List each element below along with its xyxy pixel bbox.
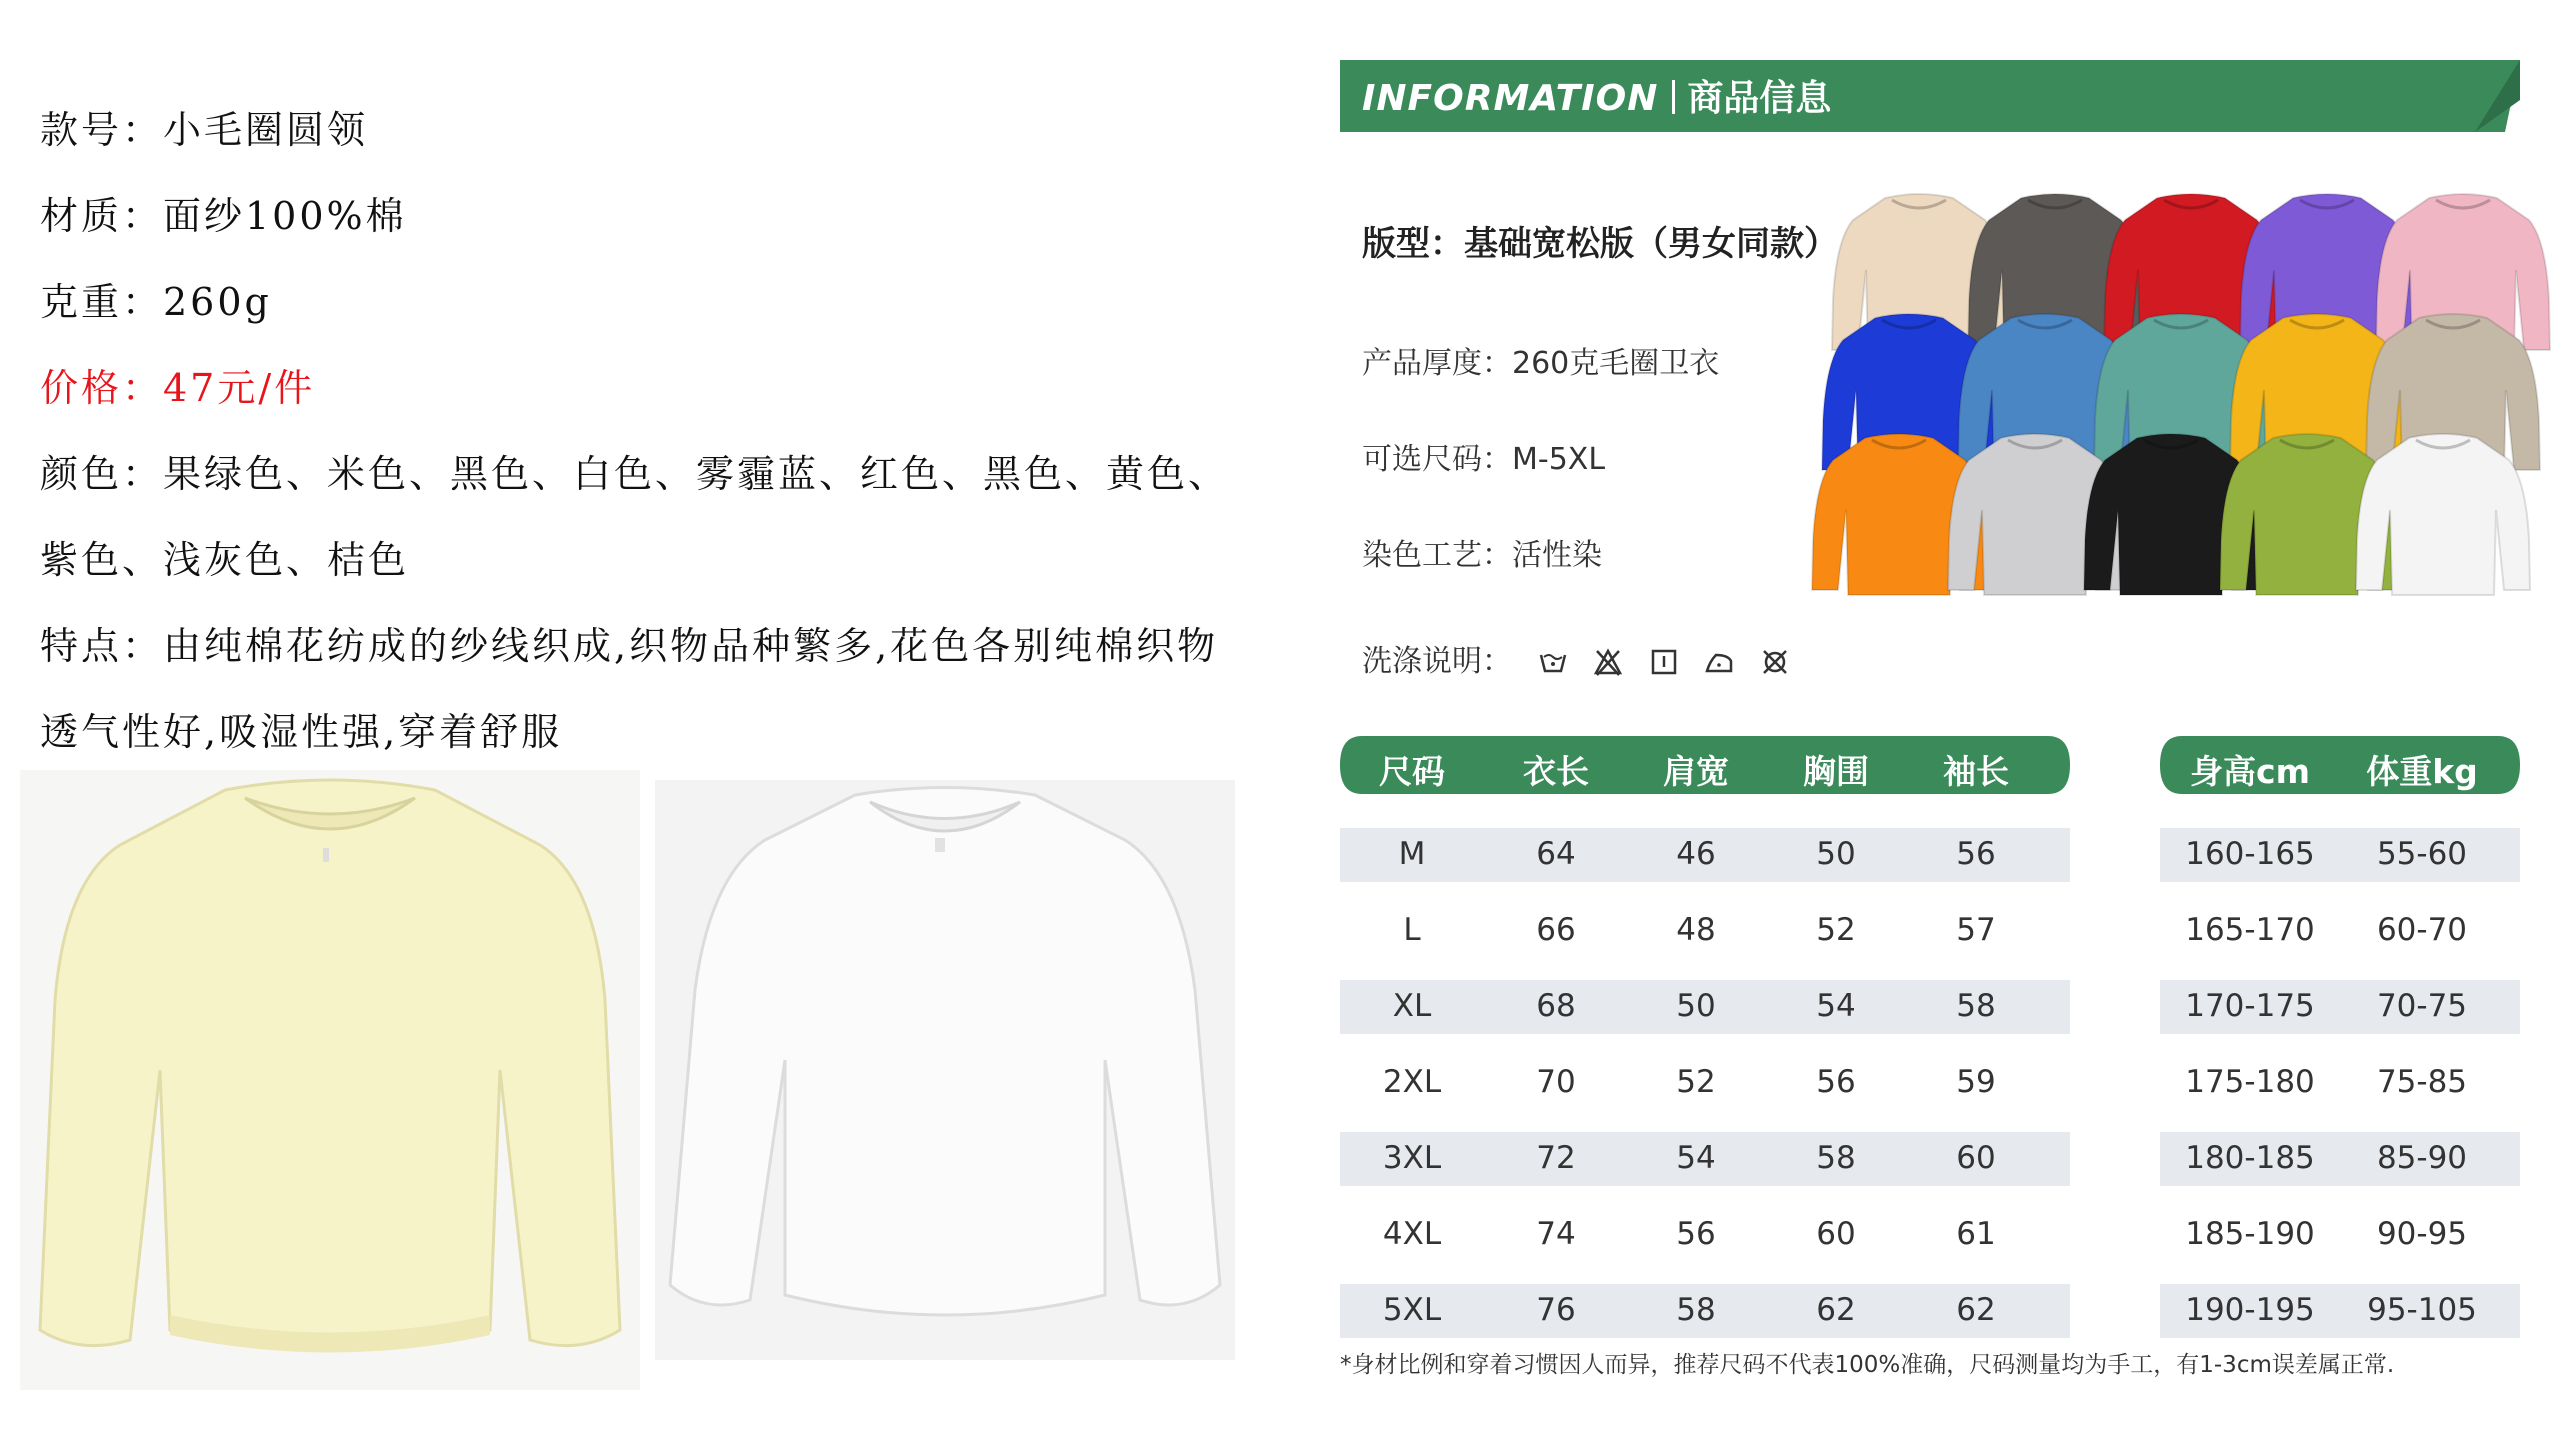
- body-table-cell: 70-75: [2376, 988, 2468, 1024]
- body-table-header-1: 身高cm: [2190, 752, 2310, 791]
- tumble-dry-icon: [1649, 647, 1679, 677]
- body-table-cell: 180-185: [2185, 1140, 2315, 1176]
- body-table-cell: 55-60: [2376, 836, 2468, 872]
- size-table-cell: 62: [1956, 1292, 1996, 1328]
- body-table-cell: 95-105: [2367, 1292, 2477, 1328]
- wash-label: 洗涤说明：: [1362, 644, 1512, 679]
- info-banner-en: INFORMATION: [1362, 78, 1659, 119]
- size-table-header-5: 袖长: [1943, 752, 2009, 791]
- iron-icon: [1704, 647, 1734, 677]
- size-table-cell: 59: [1956, 1064, 1996, 1100]
- body-table-cell: 60-70: [2376, 912, 2468, 948]
- body-table-cell: 175-180: [2185, 1064, 2315, 1100]
- price: 价格：47元/件: [40, 366, 316, 410]
- body-table-cell: 170-175: [2185, 988, 2315, 1024]
- size-table-cell: 64: [1536, 836, 1576, 872]
- size-table-header-2: 衣长: [1523, 752, 1589, 791]
- size-table-cell: 46: [1676, 836, 1716, 872]
- body-table-cell: 165-170: [2185, 912, 2315, 948]
- size-table-cell: 54: [1816, 988, 1856, 1024]
- size-table-cell: 57: [1956, 912, 1996, 948]
- size-table-cell: 4XL: [1382, 1216, 1442, 1252]
- size-table-cell: 56: [1816, 1064, 1856, 1100]
- cream-sweatshirt-photo: [20, 770, 640, 1390]
- size-table-cell: 56: [1676, 1216, 1716, 1252]
- thickness: 产品厚度：260克毛圈卫衣: [1362, 346, 1720, 381]
- size-table-cell: 60: [1956, 1140, 1996, 1176]
- size-table-cell: 50: [1816, 836, 1856, 872]
- material: 材质：面纱100%棉: [40, 194, 407, 238]
- size-table-cell: 2XL: [1382, 1064, 1442, 1100]
- size-table-cell: 68: [1536, 988, 1576, 1024]
- size-table-cell: 58: [1816, 1140, 1856, 1176]
- body-table-cell: 75-85: [2376, 1064, 2468, 1100]
- size-table-cell: 52: [1676, 1064, 1716, 1100]
- size-table-cell: 62: [1816, 1292, 1856, 1328]
- size-table-cell: XL: [1392, 988, 1432, 1024]
- size-table-cell: 74: [1536, 1216, 1576, 1252]
- body-table-cell: 90-95: [2376, 1216, 2468, 1252]
- size-table-cell: 50: [1676, 988, 1716, 1024]
- style-number: 款号：小毛圈圆领: [40, 108, 369, 152]
- size-table-header-1: 尺码: [1379, 752, 1445, 791]
- size-table-cell: 61: [1956, 1216, 1996, 1252]
- info-banner-title: [1362, 70, 1831, 121]
- size-table-cell: 3XL: [1382, 1140, 1442, 1176]
- body-table-cell: 160-165: [2185, 836, 2315, 872]
- white-sweatshirt-photo: [655, 780, 1235, 1360]
- size-table-cell: L: [1403, 912, 1421, 948]
- fit-type: 版型：基础宽松版（男女同款）: [1362, 224, 1838, 264]
- colors-line-2: 紫色、浅灰色、桔色: [40, 538, 410, 582]
- features-line-1: 特点：由纯棉花纺成的纱线织成,织物品种繁多,花色各别纯棉织物: [40, 624, 1219, 668]
- size-table-cell: 48: [1676, 912, 1716, 948]
- size-table-cell: 72: [1536, 1140, 1576, 1176]
- size-table-cell: 66: [1536, 912, 1576, 948]
- size-table-cell: 52: [1816, 912, 1856, 948]
- color-swatch-15: [2354, 430, 2532, 600]
- size-table-header-3: 肩宽: [1663, 752, 1729, 791]
- size-table-cell: 58: [1676, 1292, 1716, 1328]
- wash-tub-icon: [1538, 647, 1568, 677]
- body-table-cell: 185-190: [2185, 1216, 2315, 1252]
- info-banner-cn: 商品信息: [1687, 78, 1832, 119]
- size-table-cell: 70: [1536, 1064, 1576, 1100]
- dye-process: 染色工艺：活性染: [1362, 538, 1602, 573]
- size-table-cell: 56: [1956, 836, 1996, 872]
- no-bleach-icon: [1593, 647, 1623, 677]
- divider: [1672, 80, 1675, 114]
- size-table-cell: 60: [1816, 1216, 1856, 1252]
- features-line-2: 透气性好,吸湿性强,穿着舒服: [40, 710, 563, 754]
- size-table-header-4: 胸围: [1803, 752, 1869, 791]
- size-table-cell: M: [1398, 836, 1426, 872]
- weight: 克重：260g: [40, 280, 272, 324]
- size-table-cell: 54: [1676, 1140, 1716, 1176]
- size-note: *身材比例和穿着习惯因人而异，推荐尺码不代表100%准确，尺码测量均为手工，有1-3cm误差属正常.: [1340, 1352, 2395, 1378]
- body-table-cell: 85-90: [2376, 1140, 2468, 1176]
- size-table-cell: 5XL: [1382, 1292, 1442, 1328]
- wash-instructions: [1362, 636, 1790, 680]
- no-dry-clean-icon: [1760, 647, 1790, 677]
- size-table-cell: 76: [1536, 1292, 1576, 1328]
- size-range: 可选尺码：M-5XL: [1362, 442, 1606, 477]
- body-table-header-2: 体重kg: [2366, 752, 2478, 791]
- body-table-cell: 190-195: [2185, 1292, 2315, 1328]
- size-table-cell: 58: [1956, 988, 1996, 1024]
- colors-line-1: 颜色：果绿色、米色、黑色、白色、雾霾蓝、红色、黑色、黄色、: [40, 452, 1230, 496]
